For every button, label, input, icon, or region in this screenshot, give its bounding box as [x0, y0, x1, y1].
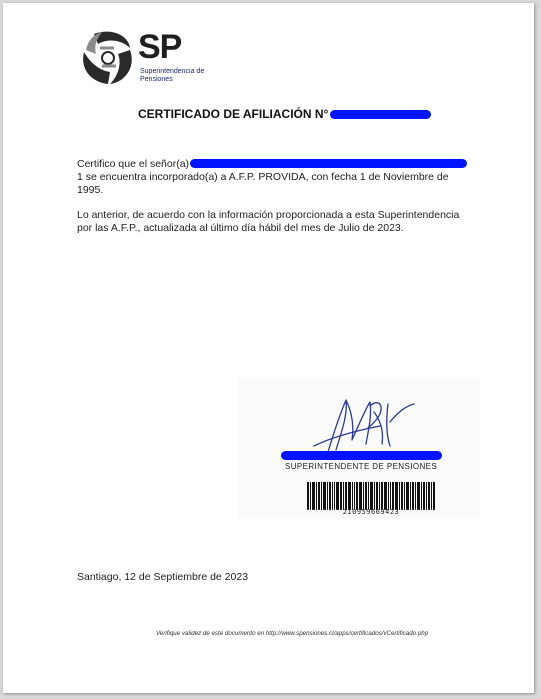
verification-note: Verifique validez de este documento en http://www.spensiones.cl/apps/certificados/vCertificado.php	[156, 630, 429, 637]
body-line-2: 1 se encuentra incorporado(a) a A.F.P. PROVIDA, con fecha 1 de Noviembre de	[77, 171, 449, 183]
barcode-number: 210959669423	[342, 508, 400, 516]
logo-subtitle-line2: Pensiones	[140, 76, 173, 83]
certificate-title: CERTIFICADO DE AFILIACIÓN N°	[138, 107, 329, 121]
body-line-4: Lo anterior, de acuerdo con la información proporcionada a esta Superintendencia	[77, 209, 460, 221]
redacted-certificate-number	[330, 110, 431, 119]
body-line-3: 1995.	[77, 184, 104, 196]
body-line-5: por las A.F.P., actualizada al último día hábil del mes de Julio de 2023.	[77, 222, 404, 234]
redacted-person-name	[190, 159, 467, 168]
place-and-date: Santiago, 12 de Septiembre de 2023	[77, 571, 249, 583]
superintendencia-logo	[80, 28, 210, 88]
swirl-hands-icon	[80, 28, 136, 86]
body-line-1: Certifico que el señor(a)	[77, 158, 190, 170]
signatory-title: SUPERINTENDENTE DE PENSIONES	[285, 462, 438, 471]
logo-mark: SP	[138, 28, 182, 66]
redacted-signatory-name	[281, 451, 442, 460]
logo-subtitle-line1: Superintendencia de	[140, 68, 205, 75]
